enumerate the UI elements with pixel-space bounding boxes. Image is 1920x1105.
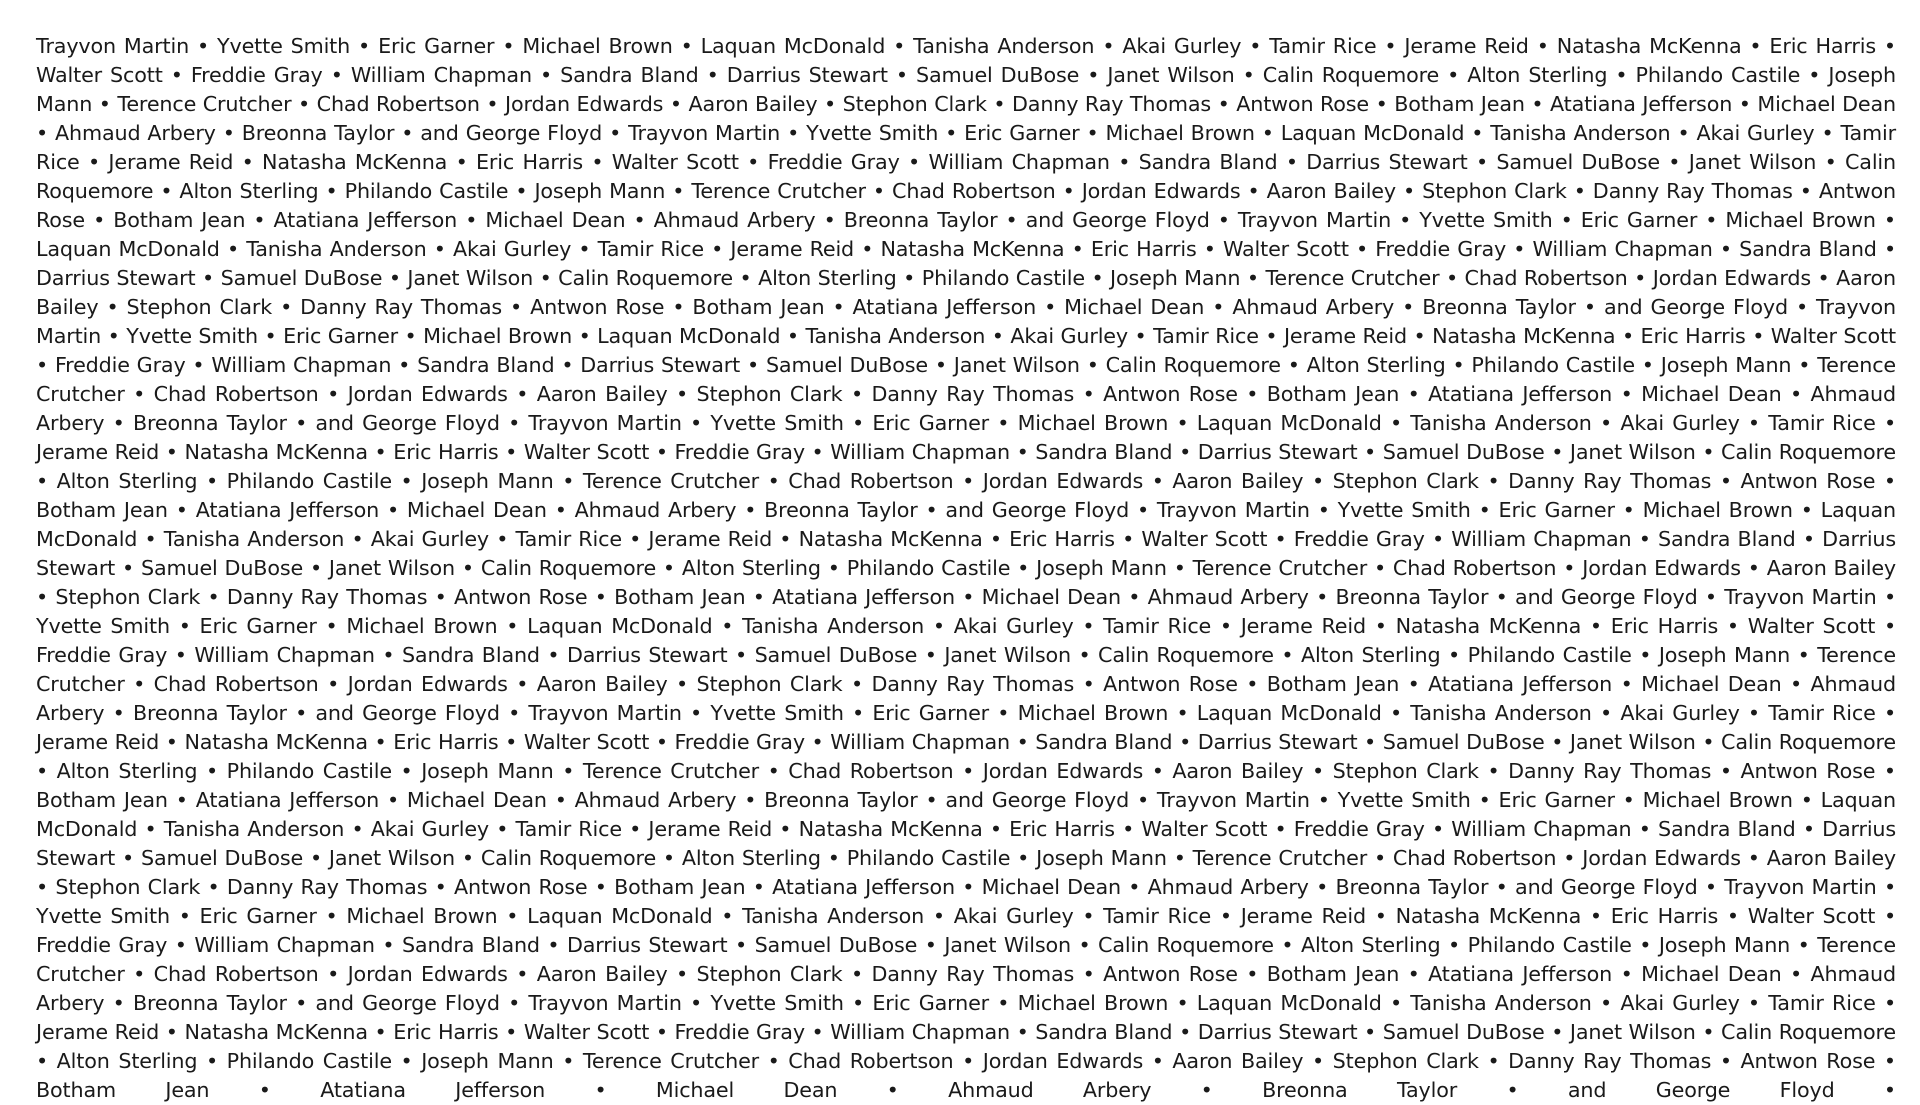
names-text-block: Trayvon Martin • Yvette Smith • Eric Garner • Michael Brown • Laquan McDonald • Tanisha Anderson • Akai Gurley • Tamir Rice • Jerame Reid • Natasha McKenna • Eric Harris • Walter Scott • Freddie Gray • William Chapman • Sandra Bland • Darrius Stewart • Samuel DuBose • Janet Wilson • Calin Roquemore • Alton Sterling • Philando Castile • Joseph Mann • Terence Crutcher • Chad Robertson • Jordan Edwards • Aaron Bailey • Stephon Clark • Danny Ray Thomas • Antwon Rose • Botham Jean • Atatiana Jefferson • Michael Dean • Ahmaud Arbery • Breonna Taylor • and George Floyd • Trayvon Martin • Yvette Smith • Eric Garner • Michael Brown • Laquan McDonald • Tanisha Anderson • Akai Gurley • Tamir Rice • Jerame Reid • Natasha McKenna • Eric Harris • Walter Scott • Freddie Gray • William Chapman • Sandra Bland • Darrius Stewart • Samuel DuBose • Janet Wilson • Calin Roquemore • Alton Sterling • Philando Castile • Joseph Mann • Terence Crutcher • Chad Robertson • Jordan Edwards • Aaron Bailey • Stephon Clark • Danny Ray Thomas • Antwon Rose • Botham Jean • Atatiana Jefferson • Michael Dean • Ahmaud Arbery • Breonna Taylor • and George Floyd • Trayvon Martin • Yvette Smith • Eric Garner • Michael Brown • Laquan McDonald • Tanisha Anderson • Akai Gurley • Tamir Rice • Jerame Reid • Natasha McKenna • Eric Harris • Walter Scott • Freddie Gray • William Chapman • Sandra Bland • Darrius Stewart • Samuel DuBose • Janet Wilson • Calin Roquemore • Alton Sterling • Philando Castile • Joseph Mann • Terence Crutcher • Chad Robertson • Jordan Edwards • Aaron Bailey • Stephon Clark • Danny Ray Thomas • Antwon Rose • Botham Jean • Atatiana Jefferson • Michael Dean • Ahmaud Arbery • Breonna Taylor • and George Floyd • Trayvon Martin • Yvette Smith • Eric Garner • Michael Brown • Laquan McDonald • Tanisha Anderson • Akai Gurley • Tamir Rice • Jerame Reid • Natasha McKenna • Eric Harris • Walter Scott • Freddie Gray • William Chapman • Sandra Bland • Darrius Stewart • Samuel DuBose • Janet Wilson • Calin Roquemore • Alton Sterling • Philando Castile • Joseph Mann • Terence Crutcher • Chad Robertson • Jordan Edwards • Aaron Bailey • Stephon Clark • Danny Ray Thomas • Antwon Rose • Botham Jean • Atatiana Jefferson • Michael Dean • Ahmaud Arbery • Breonna Taylor • and George Floyd • Trayvon Martin • Yvette Smith • Eric Garner • Michael Brown • Laquan McDonald • Tanisha Anderson • Akai Gurley • Tamir Rice • Jerame Reid • Natasha McKenna • Eric Harris • Walter Scott • Freddie Gray • William Chapman • Sandra Bland • Darrius Stewart • Samuel DuBose • Janet Wilson • Calin Roquemore • Alton Sterling • Philando Castile • Joseph Mann • Terence Crutcher • Chad Robertson • Jordan Edwards • Aaron Bailey • Stephon Clark • Danny Ray Thomas • Antwon Rose • Botham Jean • Atatiana Jefferson • Michael Dean • Ahmaud Arbery • Breonna Taylor • and George Floyd • Trayvon Martin • Yvette Smith • Eric Garner • Michael Brown • Laquan McDonald • Tanisha Anderson • Akai Gurley • Tamir Rice • Jerame Reid • Natasha McKenna • Eric Harris • Walter Scott • Freddie Gray • William Chapman • Sandra Bland • Darrius Stewart • Samuel DuBose • Janet Wilson • Calin Roquemore • Alton Sterling • Philando Castile • Joseph Mann • Terence Crutcher • Chad Robertson • Jordan Edwards • Aaron Bailey • Stephon Clark • Danny Ray Thomas • Antwon Rose • Botham Jean • Atatiana Jefferson • Michael Dean • Ahmaud Arbery • Breonna Taylor • and George Floyd • Trayvon Martin • Yvette Smith • Eric Garner • Michael Brown • Laquan McDonald • Tanisha Anderson • Akai Gurley • Tamir Rice • Jerame Reid • Natasha McKenna • Eric Harris • Walter Scott • Freddie Gray • William Chapman • Sandra Bland • Darrius Stewart • Samuel DuBose • Janet Wilson • Calin Roquemore • Alton Sterling • Philando Castile • Joseph Mann • Terence Crutcher • Chad Robertson • Jordan Edwards • Aaron Bailey • Stephon Clark • Danny Ray Thomas • Antwon Rose • Botham Jean • Atatiana Jefferson • Michael Dean • Ahmaud Arbery • Breonna Taylor • and George Floyd • Trayvon Martin • Yvette Smith • Eric Garner • Michael Brown • Laquan McDonald • Tanisha Anderson • Akai Gurley • Tamir Rice • Jerame Reid • Natasha McKenna • Eric Harris • Walter Scott • Freddie Gray • William Chapman • Sandra Bland • Darrius Stewart • Samuel DuBose • Janet Wilson • Calin Roquemore • Alton Sterling • Philando Castile • Joseph Mann • Terence Crutcher • Chad Robertson • Jordan Edwards • Aaron Bailey • Stephon Clark • Danny Ray Thomas • Antwon Rose • Botham Jean • Atatiana Jefferson • Michael Dean • Ahmaud Arbery • Breonna Taylor • and George Floyd • Trayvon Martin • Yvette Smith • Eric Garner • Michael Brown • Laquan McDonald • Tanisha Anderson • Akai Gurley • Tamir Rice • Jerame Reid • Natasha McKenna • Eric Harris • Walter Scott • Freddie Gray • William Chapman • Sandra Bland • Darrius Stewart • Samuel DuBose • Janet Wilson • Calin Roquemore • Alton Sterling • Philando Castile • Joseph Mann • Terence Crutcher • Chad Robertson • Jordan Edwards • Aaron Bailey • Stephon Clark • Danny Ray Thomas • Antwon Rose • Botham Jean • Atatiana Jefferson • Michael Dean • Ahmaud Arbery • Breonna Taylor • and George Floyd • Trayvon Martin • Yvette Smith • Eric Garner • Michael Brown • Laquan McDonald • Tanisha Anderson • Akai Gurley • Tamir Rice • Jerame Reid • Natasha McKenna • Eric Harris • Walter Scott • Freddie Gray • William Chapman • Sandra Bland • Darrius Stewart • Samuel DuBose • Janet Wilson • Calin Roquemore • Alton Sterling • Philando Castile • Joseph Mann • Terence Crutcher • Chad Robertson • Jordan Edwards • Aaron Bailey • Stephon Clark • Danny Ray Thomas • Antwon Rose • Botham Jean • Atatiana Jefferson • Michael Dean • Ahmaud Arbery • Breonna Taylor • and George Floyd • Trayvon Martin • Yvette Smith • Eric Garner • Michael Brown • Laquan McDonald • Tanisha Anderson • Akai Gurley • Tamir Rice • Jerame Reid • Natasha McKenna • Eric Harris • Walter Scott • Freddie Gray • William Chapman • Sandra Bland • Darrius Stewart • Samuel DuBose • Janet Wilson • Calin Roquemore • Alton Sterling • Philando Castile • Joseph Mann • Terence Crutcher • Chad Robertson • Jordan Edwards • Aaron Bailey • Stephon Clark • Danny Ray Thomas • Antwon Rose • Botham Jean • Atatiana Jefferson • Michael Dean • Ahmaud Arbery • Breonna Taylor • and George Floyd • <box>36 34 1896 1102</box>
names-page <box>36 32 1896 1102</box>
